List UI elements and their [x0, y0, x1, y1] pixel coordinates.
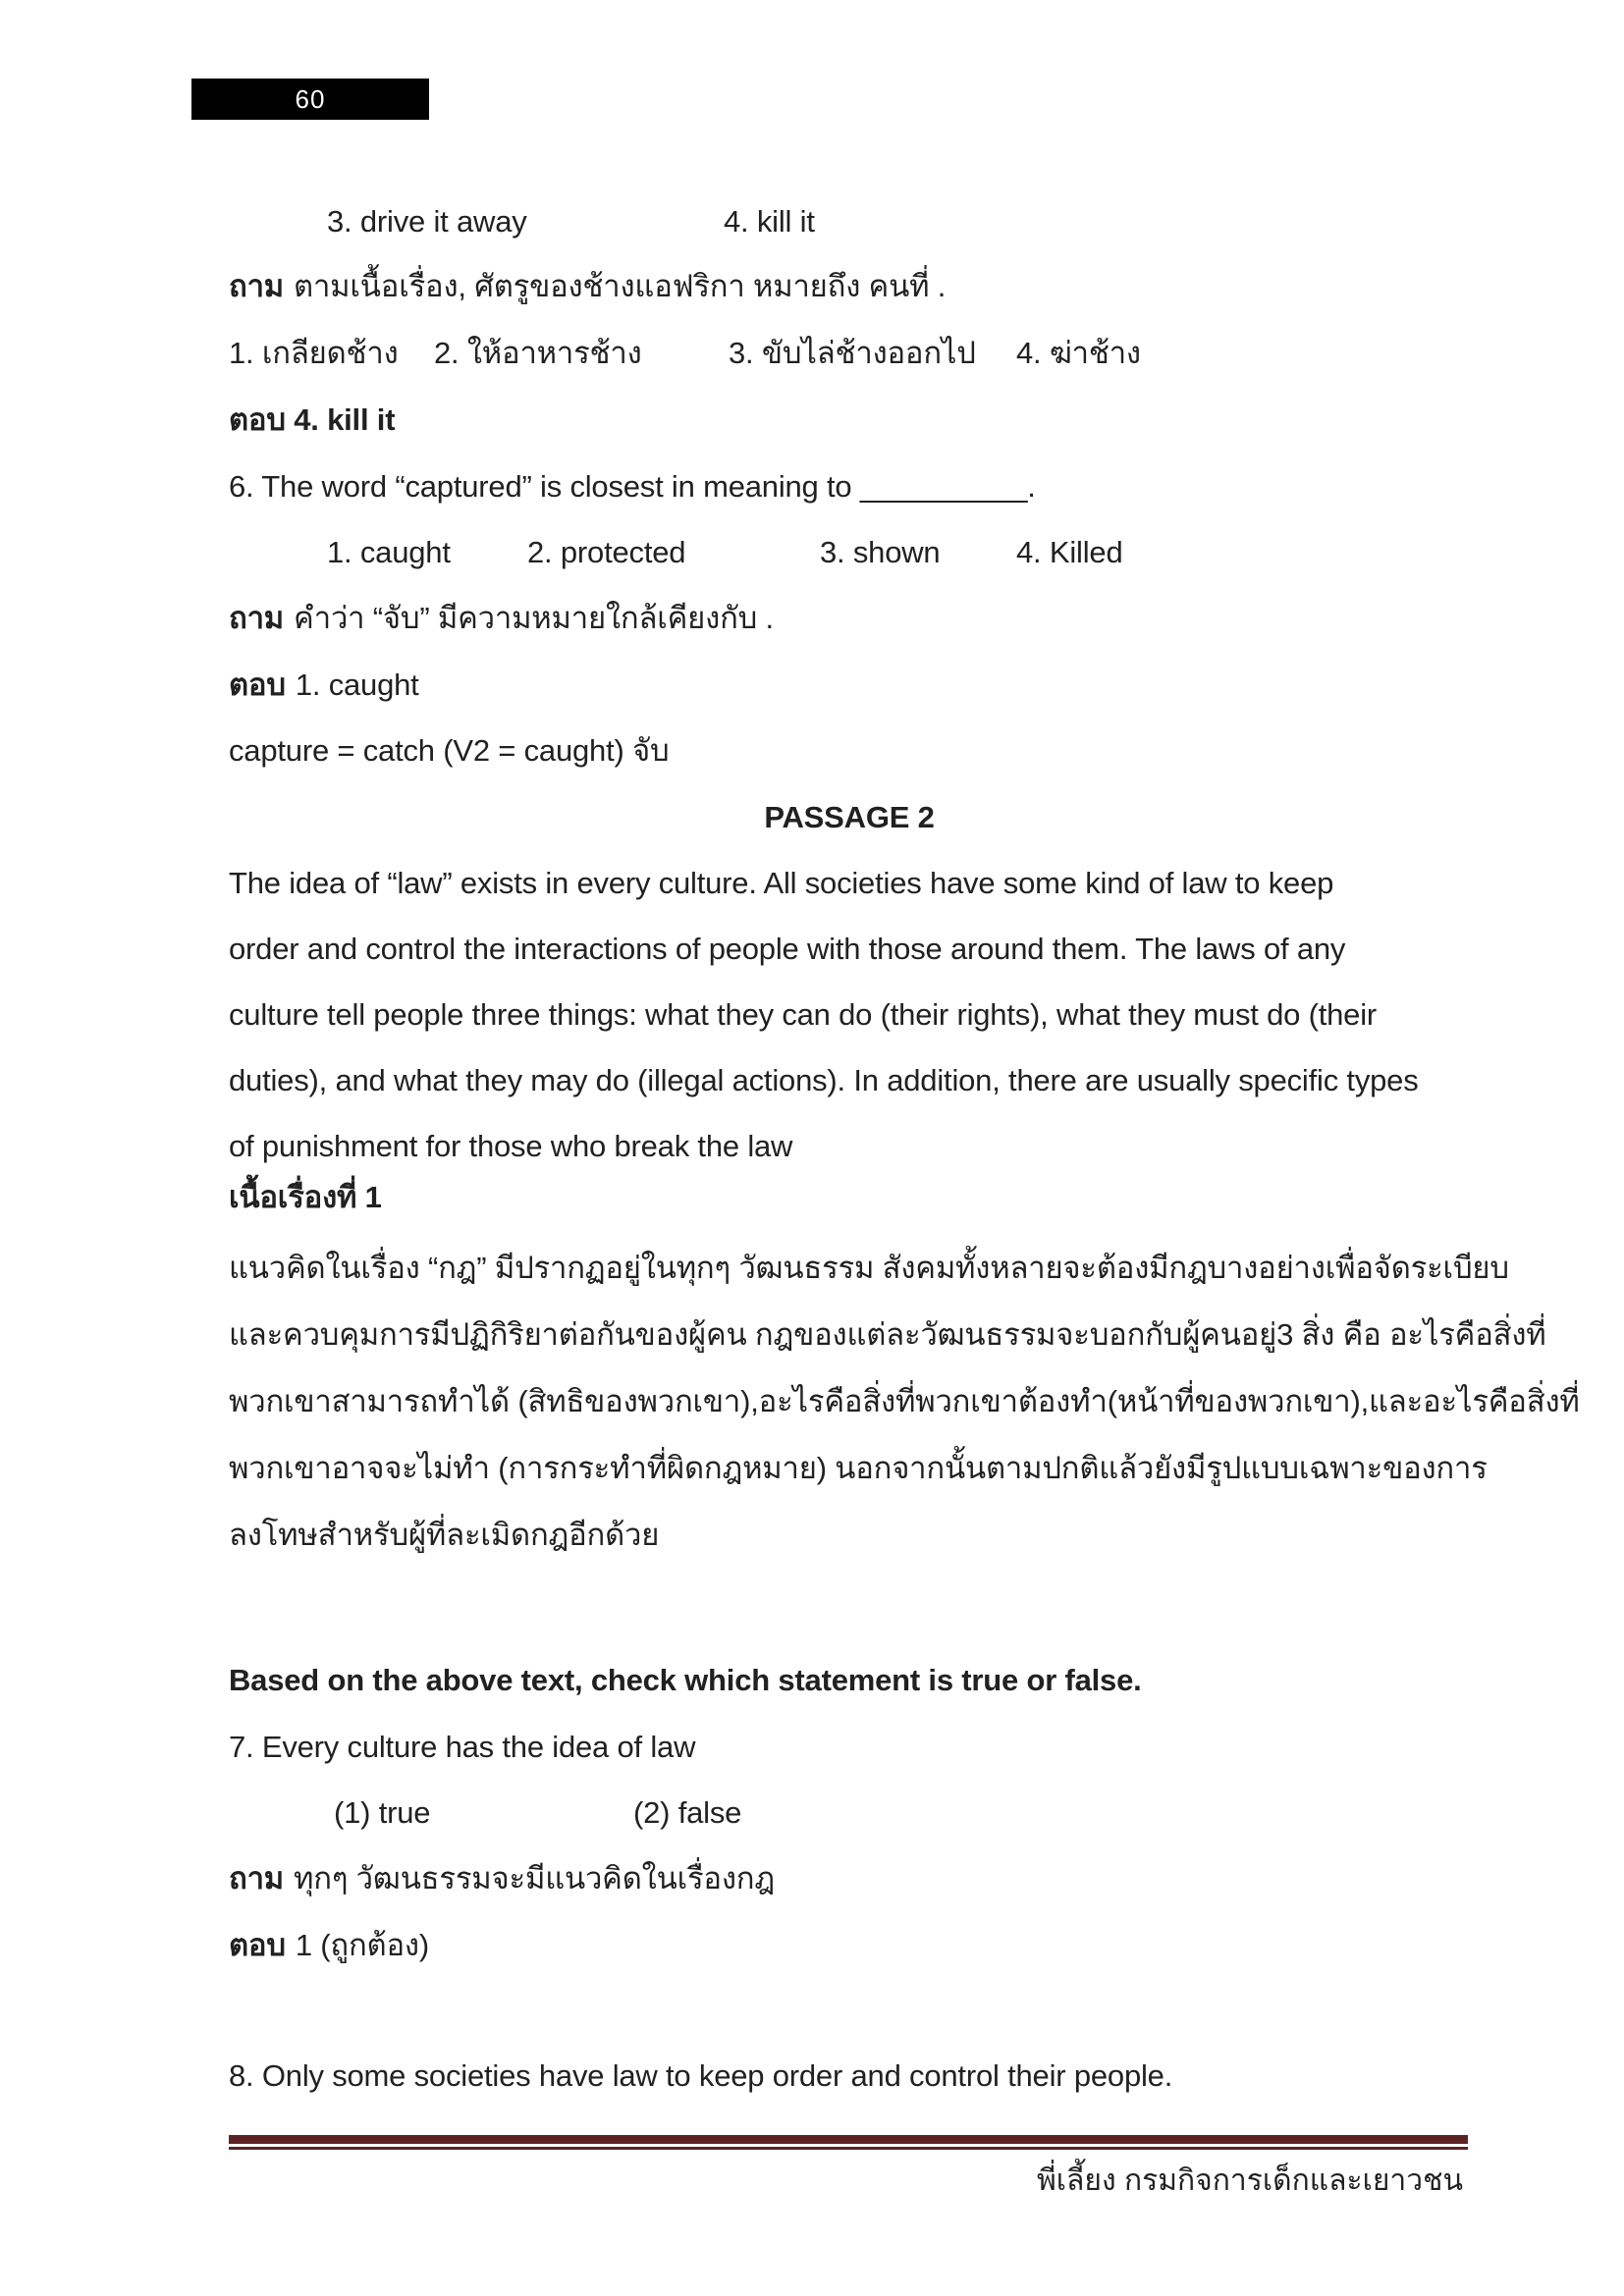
- story1-heading: เนื้อเรื่องที่ 1: [229, 1180, 382, 1214]
- passage2-line-4: duties), and what they may do (illegal actions). In addition, there are usually specific types: [229, 1063, 1419, 1097]
- passage2-title: PASSAGE 2: [764, 800, 935, 834]
- passage2-line-3: culture tell people three things: what they can do (their rights), what they must do (their: [229, 997, 1378, 1032]
- q6-choice-1: 1. caught: [327, 535, 451, 569]
- footer-rule: [229, 2135, 1468, 2150]
- q5-question-label: ถาม: [229, 269, 285, 303]
- story1-line-1: แนวคิดในเรื่อง “กฎ” มีปรากฏอยู่ในทุกๆ วัฒนธรรม สังคมทั้งหลายจะต้องมีกฎบางอย่างเพื่อจัดระเบียบ: [229, 1251, 1509, 1285]
- q5-thai-choice-3: 3. ขับไล่ช้างออกไป: [729, 336, 976, 370]
- q5-choice-4: 4. kill it: [724, 204, 815, 239]
- q5-thai-choice-2: 2. ให้อาหารช้าง: [434, 336, 642, 370]
- q7-question-text: ทุกๆ วัฒนธรรมจะมีแนวคิดในเรื่องกฎ: [294, 1861, 775, 1896]
- truefalse-instruction: Based on the above text, check which statement is true or false.: [229, 1663, 1142, 1697]
- q6-answer-text: 1. caught: [295, 667, 419, 702]
- story1-line-5: ลงโทษสำหรับผู้ที่ละเมิดกฎอีกด้วย: [229, 1518, 660, 1552]
- q5-english-choices-row: [0, 202, 1624, 243]
- q7-answer-label: ตอบ: [229, 1928, 286, 1962]
- q5-answer: ตอบ 4. kill it: [229, 402, 396, 437]
- q5-thai-choices-row: [0, 334, 1624, 375]
- q7-question-line: [229, 1859, 775, 1898]
- passage2-line-2: order and control the interactions of people with those around them. The laws of any: [229, 932, 1346, 966]
- q6-choice-4: 4. Killed: [1016, 535, 1123, 569]
- q5-choice-3: 3. drive it away: [327, 204, 527, 239]
- story1-line-2: และควบคุมการมีปฏิกิริยาต่อกันของผู้คน กฎของแต่ละวัฒนธรรมจะบอกกับผู้คนอยู่3 สิ่ง คือ อะไรคือสิ่งที่: [229, 1317, 1546, 1352]
- q7-stem: 7. Every culture has the idea of law: [229, 1730, 696, 1764]
- q7-option-true: (1) true: [334, 1795, 431, 1830]
- q6-question-text: คำว่า “จับ” มีความหมายใกล้เคียงกับ .: [294, 601, 774, 635]
- q6-question-label: ถาม: [229, 601, 285, 635]
- q5-thai-choice-1: 1. เกลียดช้าง: [229, 336, 399, 370]
- footer-credit: พี่เลี้ยง กรมกิจการเด็กและเยาวชน: [1036, 2164, 1463, 2197]
- q7-option-false: (2) false: [633, 1795, 742, 1830]
- q7-answer-text: 1 (ถูกต้อง): [295, 1928, 429, 1962]
- q6-choice-2: 2. protected: [527, 535, 686, 569]
- q5-question-line: [229, 267, 946, 306]
- q7-options-row: [0, 1793, 1624, 1835]
- q6-answer-line: [229, 666, 419, 705]
- q6-question-line: [229, 599, 774, 638]
- q6-explanation: capture = catch (V2 = caught) จับ: [229, 733, 670, 768]
- q8-stem: 8. Only some societies have law to keep order and control their people.: [229, 2058, 1173, 2093]
- q7-answer-line: [229, 1926, 429, 1965]
- passage2-line-1: The idea of “law” exists in every culture. All societies have some kind of law to keep: [229, 866, 1334, 900]
- q6-choices-row: [0, 533, 1624, 574]
- page-number: 60: [295, 83, 326, 114]
- story1-line-3: พวกเขาสามารถทำได้ (สิทธิของพวกเขา),อะไรคือสิ่งที่พวกเขาต้องทำ(หน้าที่ของพวกเขา),และอะไรคือสิ่งที่: [229, 1384, 1580, 1418]
- story1-line-4: พวกเขาอาจจะไม่ทำ (การกระทำที่ผิดกฎหมาย) นอกจากนั้นตามปกติแล้วยังมีรูปแบบเฉพาะของการ: [229, 1451, 1488, 1485]
- page-number-box: [191, 79, 429, 120]
- q6-choice-3: 3. shown: [820, 535, 941, 569]
- q5-thai-choice-4: 4. ฆ่าช้าง: [1016, 336, 1141, 370]
- passage2-line-5: of punishment for those who break the law: [229, 1129, 793, 1163]
- q6-answer-label: ตอบ: [229, 667, 286, 702]
- q7-question-label: ถาม: [229, 1861, 285, 1896]
- q5-question-text: ตามเนื้อเรื่อง, ศัตรูของช้างแอฟริกา หมายถึง คนที่ .: [294, 269, 947, 303]
- q6-stem: 6. The word “captured” is closest in meaning to __________.: [229, 469, 1036, 504]
